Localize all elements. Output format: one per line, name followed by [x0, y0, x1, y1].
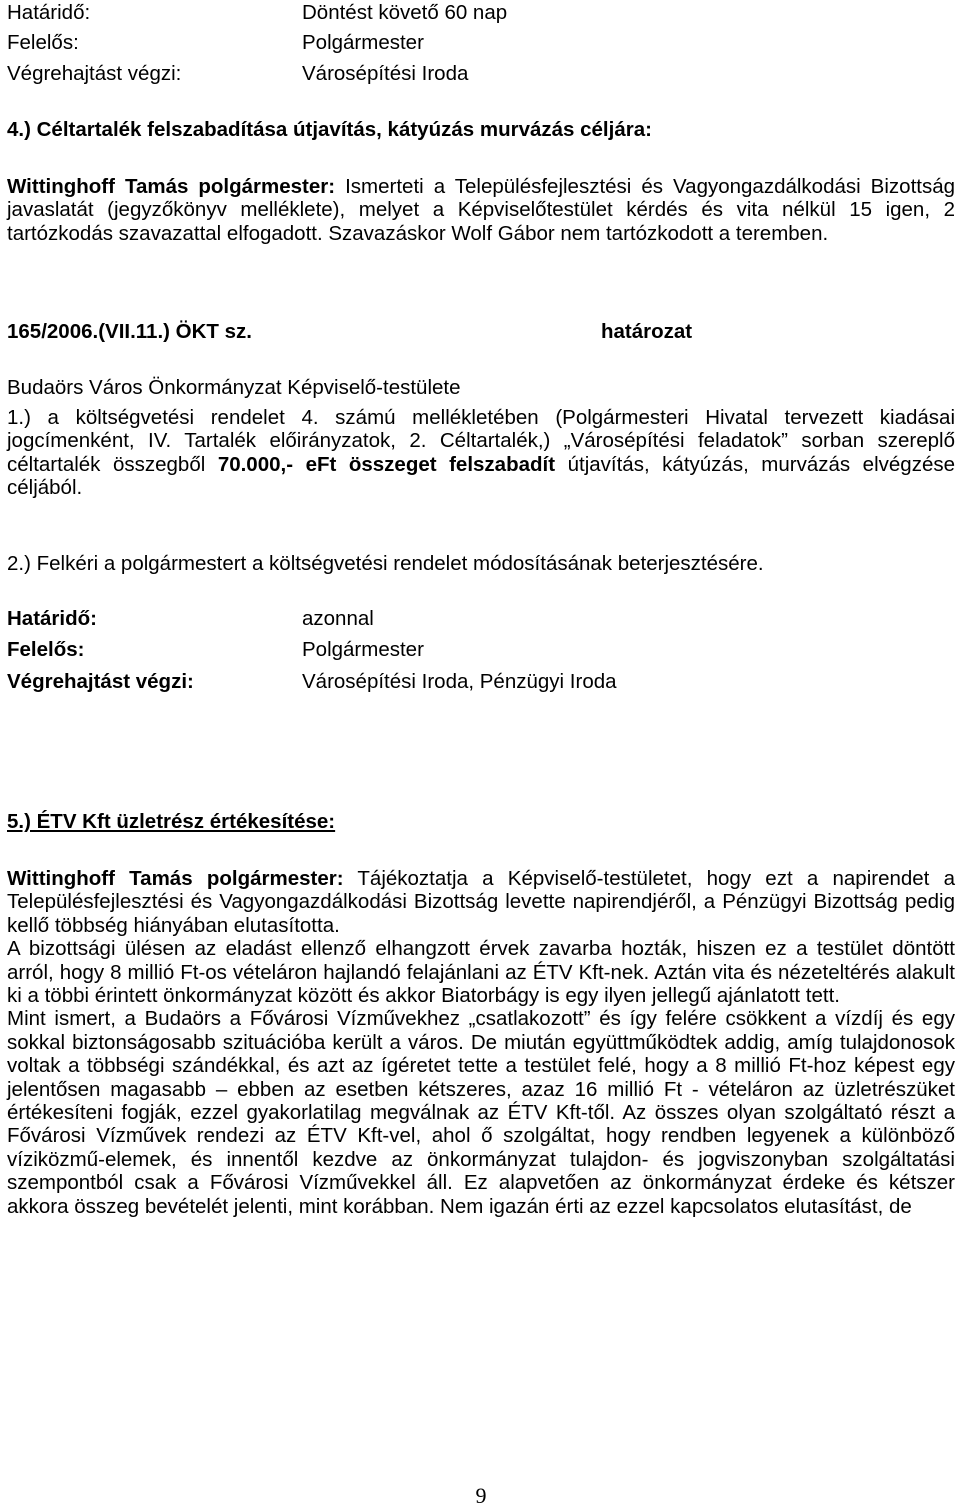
resolution-point-1: 1.) a költségvetési rendelet 4. számú mellékletében (Polgármesteri Hivatal tervezett kiadásai jogcímenként, IV. Tartalék előirányzatok, 2. Céltartalék,) „Városépítési feladatok” sorban szereplő céltartalék összegből 70.000,- eFt összeget felszabadít útjavítás, kátyúzás, murvázás elvégzése céljából. [7, 406, 955, 500]
meta-row-hatarido [7, 1, 955, 24]
resolution-point-2: 2.) Felkéri a polgármestert a költségvetési rendelet módosításának beterjesztésére. [7, 552, 764, 575]
meta-value: Polgármester [302, 638, 424, 662]
page-number: 9 [475, 1483, 487, 1508]
meta-row-hatarido [7, 607, 955, 630]
meta-label: Felelős: [7, 638, 85, 662]
meta-value: Polgármester [302, 31, 424, 55]
item4-paragraph [7, 175, 955, 245]
item5-paragraph-1: Wittinghoff Tamás polgármester: Tájékoztatja a Képviselő-testületet, hogy ezt a napirendet a Településfejlesztési és Vagyongazdálkodási Bizottság levette napirendjéről, a Pénzügyi Bizottság pedig kellő többség hiányában elutasította. [7, 867, 955, 937]
item5-paragraph-2: A bizottsági ülésen az eladást ellenző elhangzott érvek zavarba hozták, hiszen ez a testület döntött arról, hogy 8 millió Ft-os vételáron hajlandó felajánlani az ÉTV Kft-nek. Aztán vita és nézeteltérés alakult ki a többi érintett önkormányzat között és akkor Biatorbágy is egy ilyen jellegű ajánlatott tett. [7, 937, 955, 1008]
speaker-name: Wittinghoff Tamás polgármester: [7, 867, 344, 890]
item5-heading: 5.) ÉTV Kft üzletrész értékesítése: [7, 810, 336, 833]
meta-label: Felelős: [7, 31, 79, 55]
resolution-number: 165/2006.(VII.11.) ÖKT sz. [7, 320, 252, 343]
meta-value: Városépítési Iroda, Pénzügyi Iroda [302, 669, 617, 693]
meta-label: Végrehajtást végzi: [7, 669, 194, 693]
item4-meta [7, 607, 955, 693]
speaker-name: Wittinghoff Tamás polgármester: [7, 175, 336, 198]
resolution-word: határozat [601, 320, 693, 343]
item4-text: Ismerteti a Településfejlesztési és Vagyongazdálkodási Bizottság javaslatát (jegyzőkönyv melléklete), melyet a Képviselőtestület kérdés és vita nélkül 15 igen, 2 tartózkodás szavazattal elfogadott. Szavazáskor Wolf Gábor nem tartózkodott a teremben. [7, 175, 956, 245]
meta-row-felelos [7, 31, 955, 54]
item5-paragraph-3: Mint ismert, a Budaörs a Fővárosi Vízművekhez „csatlakozott” és így felére csökkent a vízdíj és egy sokkal biztonságosabb szituációba került a város. De miután együttműködtek addig, amíg tulajdonosok voltak a többségi szándékkal, és azt az ígéretet tette a testület felé, hogy a 8 millió Ft-hoz képest egy jelentősen magasabb – ebben az esetben kétszeres, azaz 16 millió Ft - vételáron az üzletrészüket értékesíteni fogják, ezzel gyakorlatilag megválnak az ÉTV Kft-től. Az összes olyan szolgáltató részt a Fővárosi Vízművek rendezi az ÉTV Kft-vel, ahol ő szolgáltat, hogy rendben legyenek a különböző víziközmű-elemek, és innentől kezdve az önkormányzat tulajdon- és jogviszonyban szolgáltatási szempontból csak a Fővárosi Vízművekkel áll. Ez alapvetően az önkormányzat érdeke és kétszer akkora összeg bevételét jelenti, mint korábban. Nem igazán érti az ezzel kapcsolatos elutasítást, de [7, 1007, 955, 1218]
item5-body [7, 867, 955, 1218]
item4-heading: 4.) Céltartalék felszabadítása útjavítás, kátyúzás murvázás céljára: [7, 118, 652, 141]
meta-row-vegrehajt [7, 670, 955, 693]
meta-row-felelos [7, 638, 955, 661]
meta-value: azonnal [302, 607, 374, 630]
top-meta [7, 1, 955, 85]
meta-label: Határidő: [7, 607, 97, 630]
meta-value: Döntést követő 60 nap [302, 1, 508, 24]
meta-label: Végrehajtást végzi: [7, 61, 182, 85]
meta-value: Városépítési Iroda [302, 61, 469, 85]
resolution-header [7, 320, 955, 343]
resolution-body-name: Budaörs Város Önkormányzat Képviselő-testülete [7, 376, 461, 399]
meta-row-vegrehajt [7, 62, 955, 85]
meta-label: Határidő: [7, 1, 91, 24]
document-page [7, 0, 955, 1509]
